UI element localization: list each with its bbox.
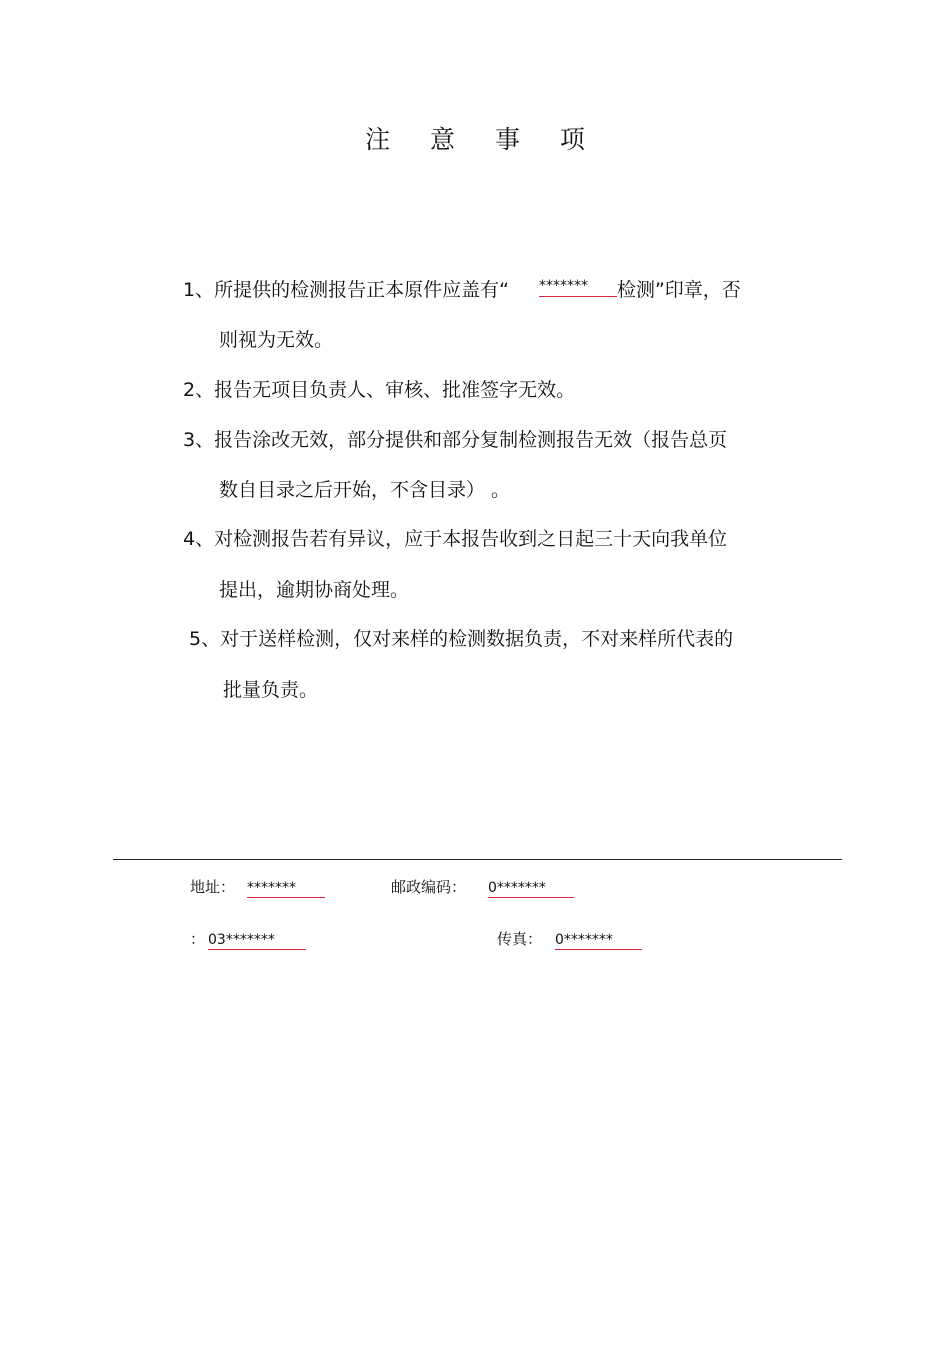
note-5: 5、对于送样检测，仅对来样的检测数据负责，不对来样所代表的 <box>189 628 734 650</box>
address-row <box>247 877 325 898</box>
note-2: 2、报告无项目负责人、审核、批准签字无效。 <box>183 379 576 401</box>
postcode-value: 0******* <box>488 880 574 898</box>
note-1 <box>183 277 741 303</box>
phone-value: 03******* <box>208 932 306 950</box>
postcode-row <box>488 877 574 898</box>
note-3-continued: 数自目录之后开始，不含目录） 。 <box>219 479 511 501</box>
note-5-continued: 批量负责。 <box>223 679 319 701</box>
phone-label: ： <box>190 930 206 948</box>
postcode-label: 邮政编码： <box>391 878 467 896</box>
fax-value: 0******* <box>555 932 642 950</box>
seal-name-field: ******* <box>539 277 617 297</box>
note-4: 4、对检测报告若有异议，应于本报告收到之日起三十天向我单位 <box>183 528 728 550</box>
note-1-text: 1、所提供的检测报告正本原件应盖有“ <box>183 279 509 301</box>
footer-divider <box>113 859 842 860</box>
address-value: ******* <box>247 880 325 898</box>
fax-label: 传真： <box>497 930 543 948</box>
note-3: 3、报告涂改无效，部分提供和部分复制检测报告无效（报告总页 <box>183 429 728 451</box>
phone-row <box>208 929 306 950</box>
fax-row <box>555 929 642 950</box>
note-4-continued: 提出，逾期协商处理。 <box>219 579 410 601</box>
address-label: 地址： <box>190 878 236 896</box>
note-1-continued: 则视为无效。 <box>219 329 334 351</box>
note-1-text-end: 检测”印章，否 <box>616 279 741 301</box>
page-title: 注 意 事 项 <box>365 125 601 154</box>
